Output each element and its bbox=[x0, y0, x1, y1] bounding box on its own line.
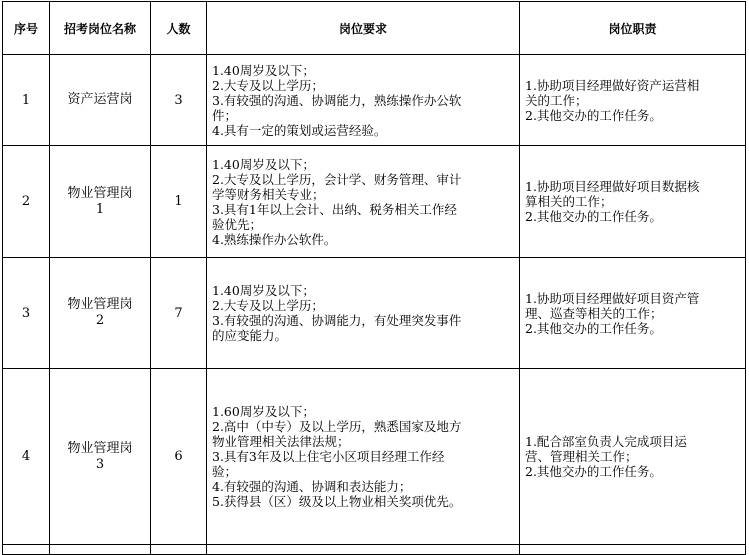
duty-line: 1.配合部室负责人完成项目运 bbox=[525, 434, 687, 449]
table-row bbox=[3, 258, 746, 369]
requirement-line: 3.有较强的沟通、协调能力，有处理突发事件 bbox=[212, 313, 462, 328]
job-table bbox=[2, 1, 746, 555]
requirement-line: 学等财务相关专业； bbox=[212, 186, 325, 202]
row-name-line: 物业管理岗 bbox=[67, 185, 133, 201]
table-row-partial bbox=[3, 545, 746, 555]
partial-cell bbox=[50, 545, 151, 555]
row-name bbox=[50, 55, 151, 146]
requirement-line: 2.高中（中专）及以上学历，熟悉国家及地方 bbox=[212, 419, 462, 434]
duty-line: 理、巡查等相关的工作； bbox=[525, 305, 663, 321]
duty-line: 2.其他交办的工作任务。 bbox=[525, 107, 662, 123]
table-row bbox=[3, 55, 746, 146]
duty-line: 关的工作； bbox=[525, 92, 588, 108]
requirement-line: 3.具有1年以上会计、出纳、税务相关工作经 bbox=[212, 201, 457, 217]
row-count: 3 bbox=[151, 55, 207, 146]
row-count: 7 bbox=[151, 258, 207, 369]
row-name-line: 物业管理岗 bbox=[67, 297, 133, 312]
partial-cell bbox=[520, 545, 746, 555]
header-no: 序号 bbox=[3, 2, 50, 55]
row-no: 3 bbox=[3, 258, 50, 369]
row-requirements bbox=[207, 369, 520, 545]
duty-line: 1.协助项目经理做好项目资产管 bbox=[525, 290, 700, 306]
header-duties: 岗位职责 bbox=[520, 2, 746, 55]
row-duties bbox=[520, 55, 746, 146]
duty-line: 营、管理相关工作； bbox=[525, 449, 638, 464]
row-no: 1 bbox=[3, 55, 50, 146]
requirement-line: 验； bbox=[212, 464, 238, 479]
requirement-line: 1.40周岁及以下； bbox=[212, 283, 315, 298]
row-name-line: 2 bbox=[95, 313, 105, 328]
row-name bbox=[50, 146, 151, 258]
requirement-line: 4.熟练操作办公软件。 bbox=[212, 231, 337, 247]
row-requirements bbox=[207, 258, 520, 369]
duty-line: 2.其他交办的工作任务。 bbox=[525, 464, 662, 479]
row-requirements bbox=[207, 55, 520, 146]
table-row bbox=[3, 146, 746, 258]
requirement-line: 物业管理相关法律法规； bbox=[212, 434, 350, 449]
requirement-line: 2.大专及以上学历，会计学、财务管理、审计 bbox=[212, 171, 462, 187]
row-requirements bbox=[207, 146, 520, 258]
duty-line: 1.协助项目经理做好项目数据核 bbox=[525, 179, 700, 194]
requirement-line: 2.大专及以上学历； bbox=[212, 77, 324, 93]
requirement-line: 4.有较强的沟通、协调和表达能力； bbox=[212, 479, 412, 494]
requirement-line: 1.60周岁及以下； bbox=[212, 404, 315, 419]
duty-line: 算相关的工作； bbox=[525, 194, 613, 209]
requirement-line: 1.40周岁及以下； bbox=[212, 156, 315, 172]
header-count: 人数 bbox=[151, 2, 207, 55]
requirement-line: 3.具有3年及以上住宅小区项目经理工作经 bbox=[212, 449, 445, 464]
row-duties bbox=[520, 146, 746, 258]
row-duties bbox=[520, 369, 746, 545]
row-name bbox=[50, 258, 151, 369]
row-no: 2 bbox=[3, 146, 50, 258]
partial-cell bbox=[207, 545, 520, 555]
duty-line: 2.其他交办的工作任务。 bbox=[525, 320, 662, 336]
requirement-line: 5.获得县（区）级及以上物业相关奖项优先。 bbox=[212, 494, 462, 509]
requirement-line: 4.具有一定的策划或运营经验。 bbox=[212, 122, 387, 138]
header-name: 招考岗位名称 bbox=[50, 2, 151, 55]
partial-cell bbox=[3, 545, 50, 555]
requirement-line: 件； bbox=[212, 107, 238, 123]
header-row bbox=[3, 2, 746, 55]
partial-cell bbox=[151, 545, 207, 555]
row-no: 4 bbox=[3, 369, 50, 545]
requirement-line: 1.40周岁及以下； bbox=[212, 62, 315, 78]
row-name-line: 1 bbox=[95, 201, 105, 217]
table-row bbox=[3, 369, 746, 545]
requirement-line: 验优先； bbox=[212, 216, 263, 232]
row-count: 6 bbox=[151, 369, 207, 545]
requirement-line: 的应变能力。 bbox=[212, 328, 288, 343]
duty-line: 1.协助项目经理做好资产运营相 bbox=[525, 77, 700, 93]
row-name-line: 3 bbox=[95, 456, 105, 472]
requirement-line: 3.有较强的沟通、协调能力，熟练操作办公软 bbox=[212, 92, 462, 108]
row-duties bbox=[520, 258, 746, 369]
requirement-line: 2.大专及以上学历； bbox=[212, 298, 324, 313]
header-requirements: 岗位要求 bbox=[207, 2, 520, 55]
row-name-line: 物业管理岗 bbox=[67, 440, 133, 456]
row-count: 1 bbox=[151, 146, 207, 258]
row-name bbox=[50, 369, 151, 545]
row-name-line: 资产运营岗 bbox=[67, 92, 133, 107]
duty-line: 2.其他交办的工作任务。 bbox=[525, 209, 662, 224]
